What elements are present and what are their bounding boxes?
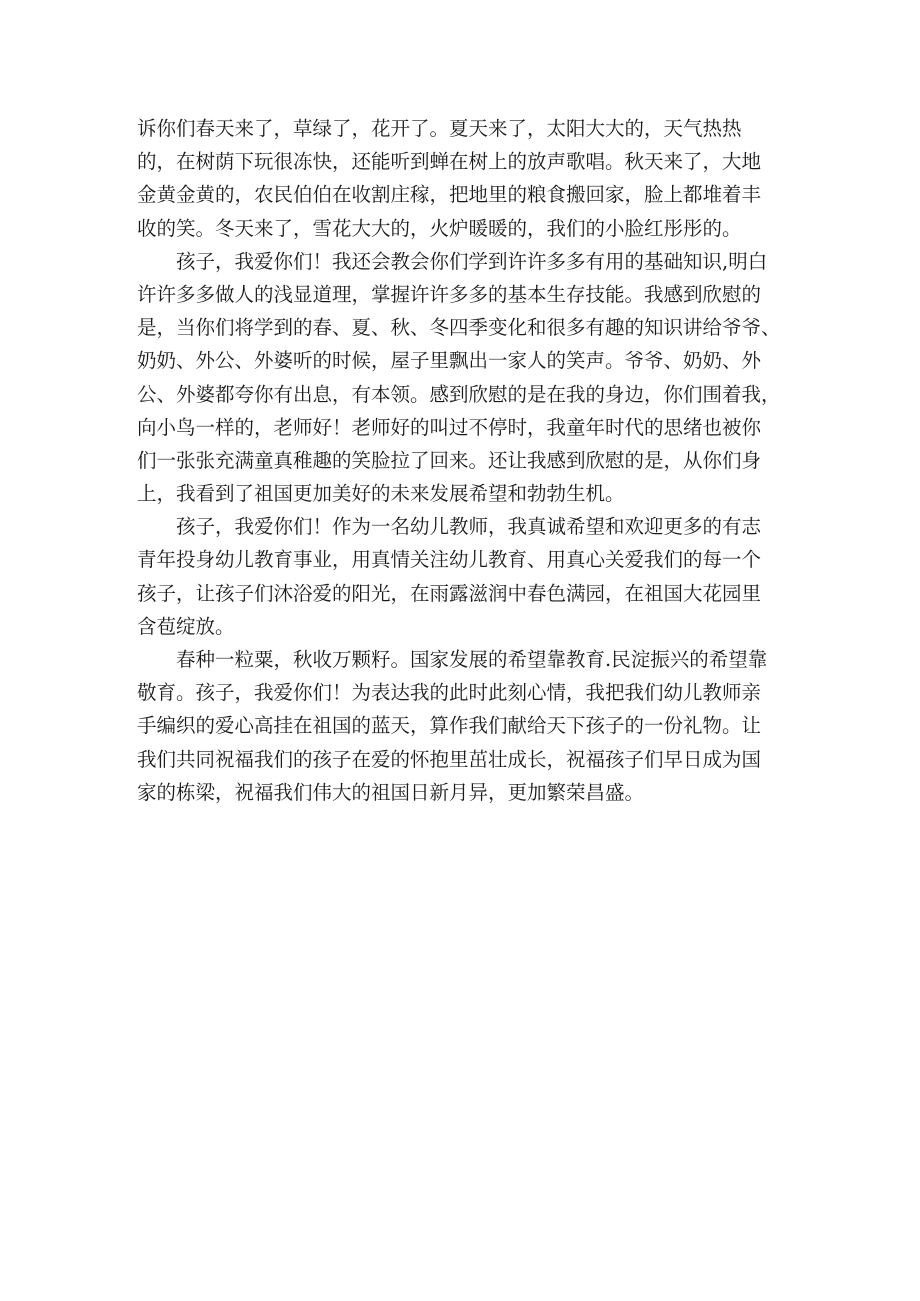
paragraph-teacher-wish [137, 510, 797, 643]
text-line: 我们共同祝福我们的孩子在爱的怀抱里茁壮成长，祝福孩子们早日成为国 [137, 747, 762, 771]
text-line: 孩子，我爱你们！作为一名幼儿教师，我真诚希望和欢迎更多的有志 [176, 515, 762, 539]
text-line: 奶奶、外公、外婆听的时候，屋子里飘出一家人的笑声。爷爷、奶奶、外 [137, 349, 762, 373]
paragraph-closing [137, 643, 797, 809]
text-line: 许许多多做人的浅显道理，掌握许许多多的基本生存技能。我感到欣慰的 [137, 282, 762, 306]
text-line: 孩子，我爱你们！我还会教会你们学到许许多多有用的基础知识,明白 [176, 249, 768, 273]
paragraph-knowledge [137, 245, 797, 511]
text-line: 家的栋梁，祝福我们伟大的祖国日新月异，更加繁荣昌盛。 [137, 780, 645, 804]
paragraph-seasons [137, 112, 797, 245]
text-line: 春种一粒粟，秋收万颗籽。国家发展的希望靠教育.民淀振兴的希望靠 [176, 648, 768, 671]
text-line: 金黄金黄的，农民伯伯在收割庄稼，把地里的粮食搬回家，脸上都堆着丰 [137, 183, 762, 207]
text-line: 收的笑。冬天来了，雪花大大的，火炉暖暖的，我们的小脸红彤彤的。 [137, 216, 742, 240]
text-line: 青年投身幼儿教育事业，用真情关注幼儿教育、用真心关爱我们的每一个 [137, 548, 762, 572]
text-line: 公、外婆都夸你有出息，有本领。感到欣慰的是在我的身边，你们围着我， [137, 382, 781, 406]
document-body [137, 112, 797, 809]
text-line: 手编织的爱心高挂在祖国的蓝天，算作我们献给天下孩子的一份礼物。让 [137, 714, 762, 738]
text-line: 敬育。孩子，我爱你们！为表达我的此时此刻心情，我把我们幼儿教师亲 [137, 681, 762, 705]
text-line: 的，在树荫下玩很冻快，还能听到蝉在树上的放声歌唱。秋天来了，大地 [137, 150, 762, 174]
text-line: 上，我看到了祖国更加美好的未来发展希望和勃勃生机。 [137, 482, 625, 506]
text-line: 诉你们春天来了，草绿了，花开了。夏天来了，太阳大大的，天气热热 [137, 117, 742, 140]
text-line: 含苞绽放。 [137, 614, 235, 638]
text-line: 们一张张充满童真稚趣的笑脸拉了回来。还让我感到欣慰的是，从你们身 [137, 448, 762, 472]
text-line: 孩子，让孩子们沐浴爱的阳光，在雨露滋润中春色满园，在祖国大花园里 [137, 581, 762, 605]
text-line: 是，当你们将学到的春、夏、秋、冬四季变化和很多有趣的知识讲给爷爷、 [137, 316, 781, 340]
text-line: 向小鸟一样的，老师好！老师好的叫过不停时，我童年时代的思绪也被你 [137, 415, 762, 439]
